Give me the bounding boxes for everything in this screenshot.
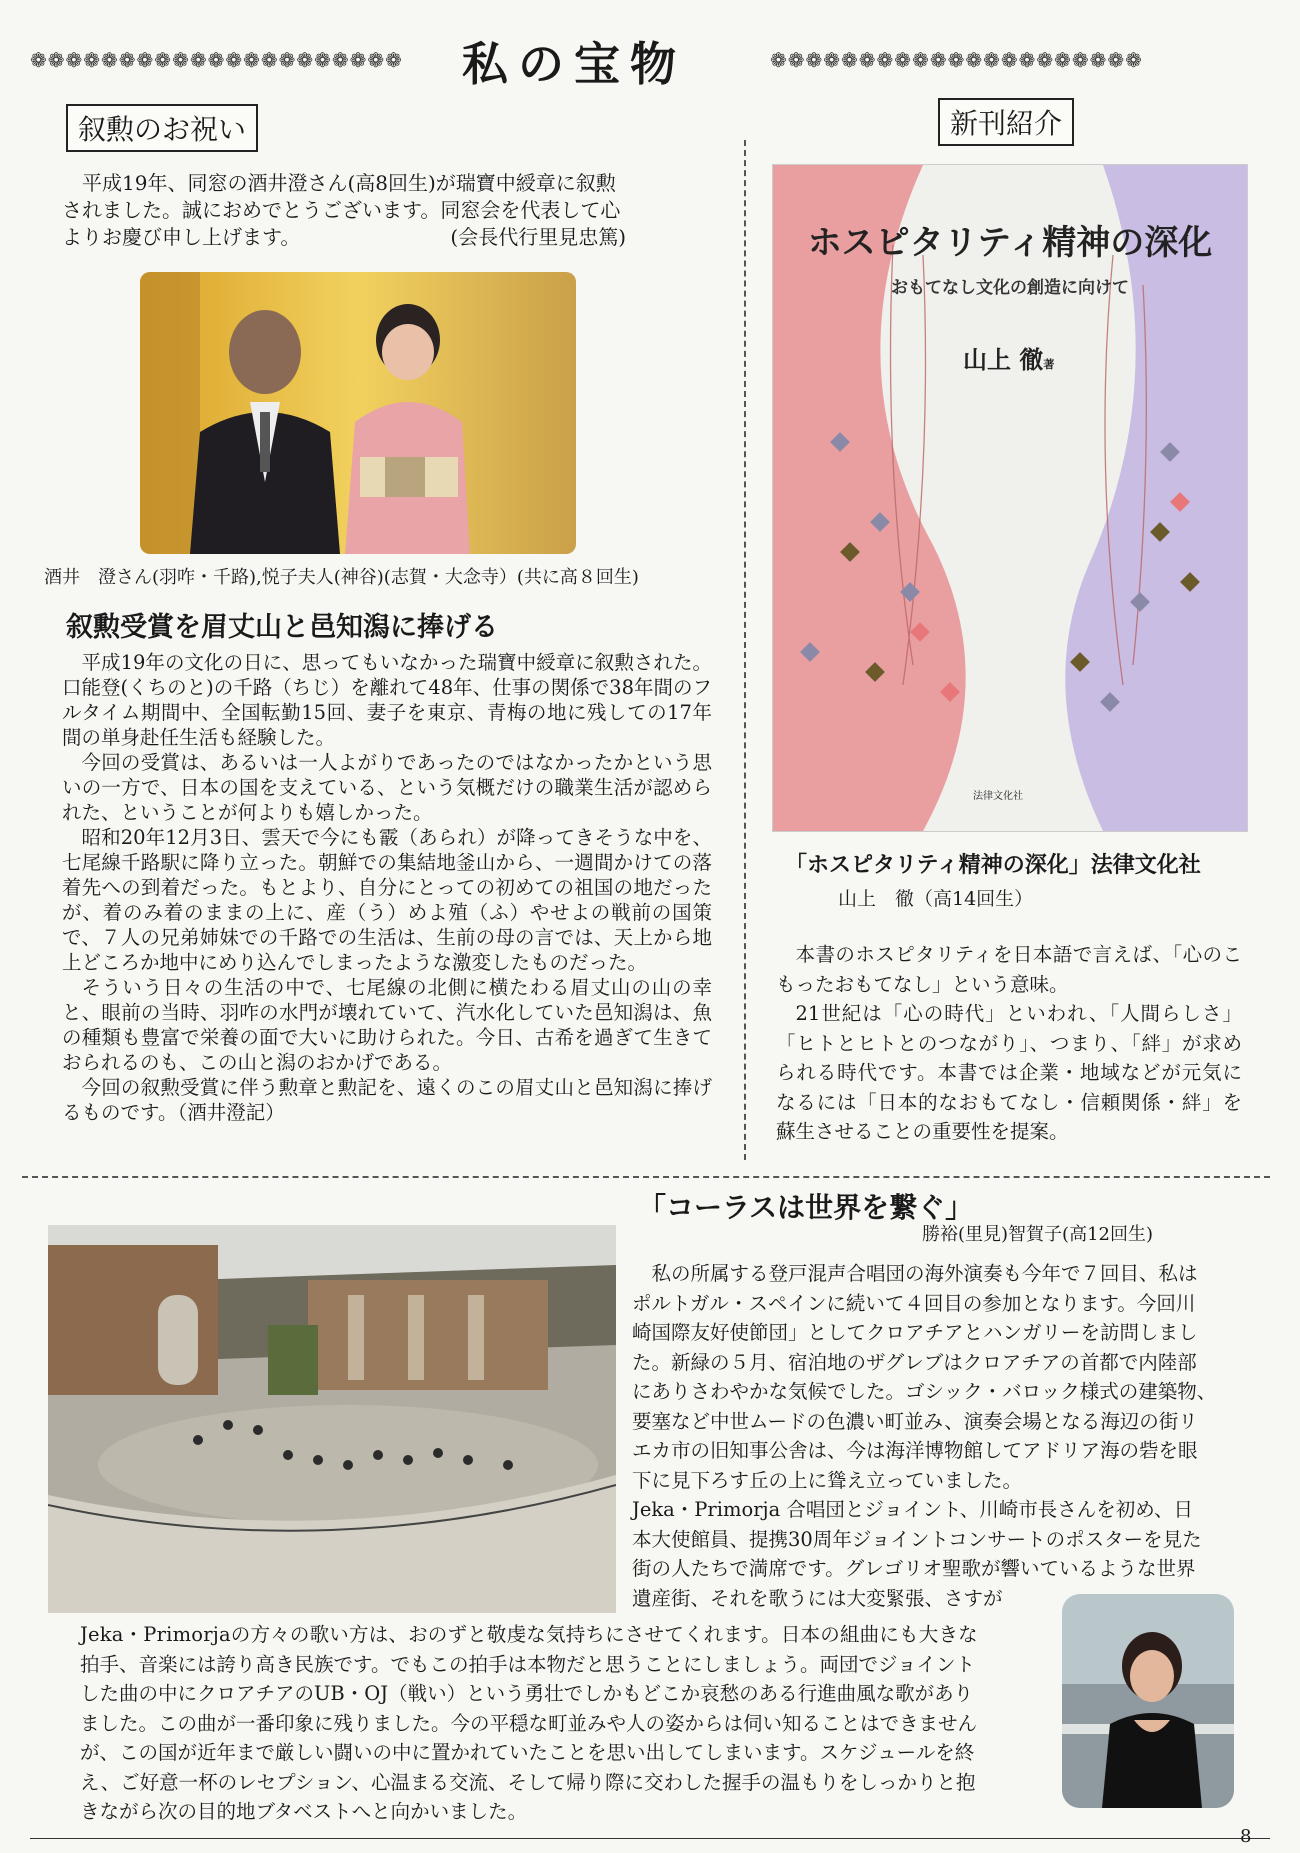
chorus-line: 街の人たちで満席です。グレゴリオ聖歌が響いているような世界 — [632, 1557, 1196, 1580]
chorus-line: 本大使館員、提携30周年ジョイントコンサートのポスターを見た — [632, 1527, 1202, 1551]
section-label-decoration: 叙勲のお祝い — [66, 104, 258, 152]
header-ornament-right: ❁❁❁❁❁❁❁❁❁❁❁❁❁❁❁❁❁❁❁❁❁ — [770, 48, 1143, 72]
chorus-line: 崎国際友好使節団」としてクロアチアとハンガリーを訪問しまし — [632, 1321, 1198, 1344]
book-author-line: 山上 徹（高14回生） — [838, 888, 1034, 910]
review-paragraph: 本書のホスピタリティを日本語で言えば、「心のこもったおもてなし」という意味。 — [776, 943, 1242, 996]
article-paragraph: そういう日々の生活の中で、七尾線の北側に横たわる眉丈山の山の幸と、眼前の当時、羽咋の水門が壊れていて、汽水化していた邑知潟は、魚の種類も豊富で栄養の面で大いに助けられた。今日、古希を過ぎて生きておられるのも、この山と潟のおかげである。 — [62, 976, 712, 1074]
section-divider — [22, 1176, 1270, 1178]
book-caption: 「ホスピタリティ精神の深化」法律文化社 — [785, 853, 1201, 878]
intro-line: よりお慶び申し上げます。 (会長代行里見忠篤) — [62, 225, 627, 249]
book-subtitle: おもてなし文化の創造に向けて — [891, 278, 1129, 298]
theater-photo-image — [48, 1225, 616, 1613]
footer-rule — [30, 1838, 1270, 1839]
chorus-line: ました。この曲が一番印象に残りました。今の平穏な町並みや人の姿からは伺い知ることはできません — [80, 1711, 978, 1735]
chorus-line: が、この国が近年まで厳しい闘いの中に置かれていたことを思い出してしまいます。スケジュールを終 — [80, 1741, 975, 1764]
header-ornament-left: ❁❁❁❁❁❁❁❁❁❁❁❁❁❁❁❁❁❁❁❁❁ — [30, 48, 403, 72]
photo-caption: 酒井 澄さん(羽咋・千路),悦子夫人(神谷)(志賀・大念寺）(共に高８回生) — [44, 567, 639, 588]
article-title: 叙勲受賞を眉丈山と邑知潟に捧げる — [66, 612, 498, 643]
chorus-line: Jeka・Primorjaの方々の歌い方は、おのずと敬虔な気持ちにさせてくれます。日本の組曲にも大きな — [80, 1623, 978, 1646]
book-publisher: 法律文化社 — [973, 791, 1023, 802]
page-number: 8 — [1240, 1826, 1252, 1847]
page-title: 私の宝物 — [462, 37, 686, 91]
article-paragraph: 今回の叙勲受賞に伴う勲章と勲記を、遠くのこの眉丈山と邑知潟に捧げるものです。（酒井澄記） — [62, 1076, 712, 1124]
chorus-line: にありさわやかな気候でした。ゴシック・バロック様式の建築物、 — [632, 1380, 1217, 1403]
book-review — [776, 940, 1242, 1147]
chorus-line: Jeka・Primorja 合唱団とジョイント、川崎市長さんを初め、日 — [632, 1498, 1193, 1521]
chorus-article-byline: 勝裕(里見)智賀子(高12回生) — [922, 1224, 1153, 1245]
chorus-line: した曲の中にクロアチアのUB・OJ（戦い）という勇壮でしかもどこか哀愁のある行進曲風な歌があり — [80, 1682, 974, 1705]
intro-line: されました。誠におめでとうございます。同窓会を代表して心 — [62, 198, 621, 222]
theater-photo — [48, 1225, 616, 1613]
chorus-line: 要塞など中世ムードの色濃い町並み、演奏会場となる海辺の街リ — [632, 1409, 1198, 1433]
chorus-line: 私の所属する登戸混声合唱団の海外演奏も今年で７回目、私は — [632, 1262, 1198, 1285]
chorus-line: 遺産街、それを歌うには大変緊張、さすが — [632, 1586, 1003, 1610]
intro-text — [62, 170, 722, 251]
author-portrait — [1062, 1594, 1234, 1808]
author-portrait-image — [1062, 1594, 1234, 1808]
article-paragraph: 平成19年の文化の日に、思ってもいなかった瑞寶中綬章に叙勲された。口能登(くちのと)の千路（ちじ）を離れて48年、仕事の関係で38年間のフルタイム期間中、全国転勤15回、妻子を東京、青梅の地に残しての17年間の単身赴任生活も経験した。 — [62, 651, 712, 749]
book-cover-art — [773, 165, 1247, 831]
chorus-line: え、ご好意一杯のレセプション、心温まる交流、そして帰り際に交わした握手の温もりをしっかりと抱 — [80, 1770, 976, 1794]
review-paragraph: 21世紀は「心の時代」といわれ、「人間らしさ」「ヒトとヒトとのつながり」、つまり、「絆」が求められる時代です。本書では企業・地域などが元気になるには「日本的なおもてなし・信頼関係・絆」を蘇生させることの重要性を提案。 — [776, 1002, 1242, 1143]
intro-line: 平成19年、同窓の酒井澄さん(高8回生)が瑞寶中綬章に叙勲 — [82, 171, 616, 195]
article-paragraph: 今回の受賞は、あるいは一人よがりであったのではなかったかという思いの一方で、日本の国を支えている、という気概だけの職業生活が認められた、ということが何よりも嬉しかった。 — [62, 751, 712, 824]
chorus-line: た。新緑の５月、宿泊地のザグレブはクロアチアの首都で内陸部 — [632, 1350, 1197, 1374]
chorus-line: ポルトガル・スペインに続いて４回目の参加となります。今回川 — [632, 1291, 1196, 1315]
book-cover — [772, 164, 1248, 832]
section-label-new-books: 新刊紹介 — [938, 98, 1074, 146]
article-paragraph: 昭和20年12月3日、雲天で今にも霰（あられ）が降ってきそうな中を、七尾線千路駅に降り立った。朝鮮での集結地釜山から、一週間かけての落着先への到着だった。もとより、自分にとっての初めての祖国の地だったが、着のみ着のままの上に、産（う）めよ殖（ふ）やせよの戦前の国策で、７人の兄弟姉妹での千路での生活は、生前の母の言では、天上から地上どころか地中にめり込んでしまったような激変したものだった。 — [62, 826, 712, 974]
article-body — [62, 650, 712, 1125]
chorus-text-right — [632, 1259, 1242, 1613]
chorus-text-bottom — [80, 1620, 1055, 1827]
couple-photo — [140, 272, 576, 554]
chorus-line: 拍手、音楽には誇り高き民族です。でもこの拍手は本物だと思うことにしましょう。両団でジョイント — [80, 1652, 976, 1676]
book-author-suffix: 著 — [1043, 358, 1055, 371]
book-author-name: 山上 徹 — [963, 345, 1044, 374]
couple-photo-image — [140, 272, 576, 554]
chorus-article-title: 「コーラスは世界を繋ぐ」 — [638, 1191, 974, 1224]
chorus-line: エカ市の旧知事公舎は、今は海洋博物館してアドリア海の砦を眼 — [632, 1439, 1198, 1462]
chorus-line: 下に見下ろす丘の上に聳え立っていました。 — [632, 1468, 1023, 1492]
column-divider — [744, 140, 746, 1160]
book-author — [963, 340, 1054, 375]
chorus-line: きながら次の目的地ブタベストへと向かいました。 — [80, 1800, 528, 1823]
book-title: ホスピタリティ精神の深化 — [807, 223, 1213, 263]
